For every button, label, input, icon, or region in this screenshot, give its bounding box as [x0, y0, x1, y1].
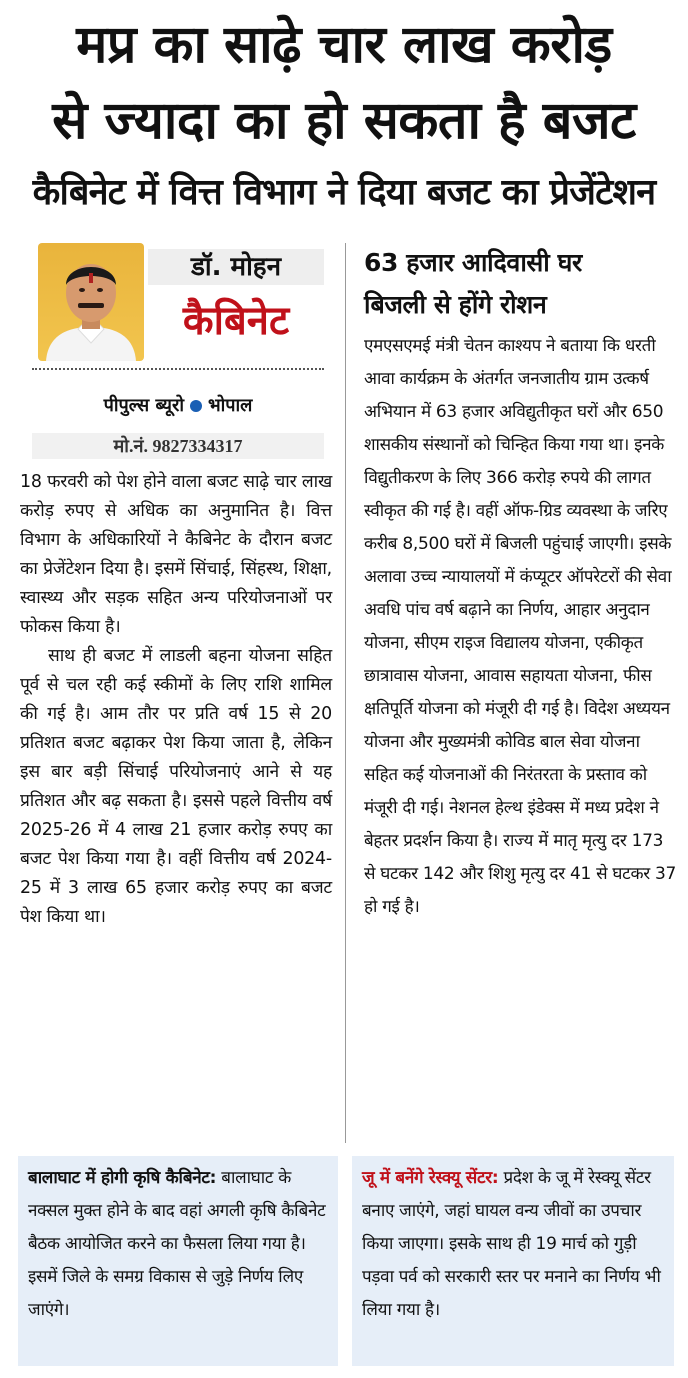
column-divider: [345, 243, 346, 1143]
left-paragraph-2: साथ ही बजट में लाडली बहना योजना सहित पूर्व से चल रही कई स्कीमों के लिए राशि शामिल की गई है। आम तौर पर प्रति वर्ष 15 से 20 प्रतिशत बजट बढ़ाकर पेश किया जाता है, लेकिन इस बार बड़ी सिंचाई परियोजनाएं आने से यह प्रतिशत और बढ़ सकता है। इससे पहले वित्तीय वर्ष 2025-26 में 4 लाख 21 हजार करोड़ रुपए का बजट पेश किया गया है। वहीं वित्तीय वर्ष 2024-25 में 3 लाख 65 हजार करोड़ रुपए का बजट पेश किया था।: [20, 646, 332, 927]
left-column-article: [20, 468, 332, 932]
balaghat-box: [18, 1156, 338, 1366]
rescue-center-body: प्रदेश के जू में रेस्क्यू सेंटर बनाए जाएंगे, जहां घायल वन्य जीवों का उपचार किया जाएगा। इसके साथ ही 19 मार्च को गुड़ी पड़वा पर्व को सरकारी स्तर पर मनाने का निर्णय भी लिया गया है।: [362, 1168, 661, 1320]
byline-city: भोपाल: [207, 395, 253, 416]
byline-bureau: पीपुल्स ब्यूरो: [103, 395, 184, 416]
cabinet-subtitle: कैबिनेट: [182, 298, 290, 344]
right-heading-line-2: बिजली से होंगे रोशन: [364, 290, 547, 319]
rescue-center-box: [352, 1156, 674, 1366]
right-column-body: एमएसएमई मंत्री चेतन काश्यप ने बताया कि धरती आवा कार्यक्रम के अंतर्गत जनजातीय ग्राम उत्कर्ष अभियान में 63 हजार अविद्युतीकृत घरों और 650 शासकीय संस्थानों को चिन्हित किया गया था। इनके विद्युतीकरण के लिए 366 करोड़ रुपये की लागत स्वीकृत की गई है। वहीं ऑफ-ग्रिड व्यवस्था के जरिए करीब 8,500 घरों में बिजली पहुंचाई जाएगी। इसके अलावा उच्च न्यायालयों में कंप्यूटर ऑपरेटरों की सेवा अवधि पांच वर्ष बढ़ाने का निर्णय, आहार अनुदान योजना, सीएम राइज विद्यालय योजना, एकीकृत छात्रावास योजना, आवास सहायता योजना, फीस क्षतिपूर्ति योजना को मंजूरी दी गई है। विदेश अध्ययन योजना और मुख्यमंत्री कोविड बाल सेवा योजना सहित कई योजनाओं की निरंतरता के प्रस्ताव को मंजूरी दी गई। नेशनल हेल्थ इंडेक्स में मध्य प्रदेश ने बेहतर प्रदर्शन किया है। राज्य में मातृ मृत्यु दर 173 से घटकर 142 और शिशु मृत्यु दर 41 से घटकर 37 हो गई है।: [364, 336, 676, 917]
balaghat-paragraph: [28, 1162, 328, 1327]
balaghat-lead: बालाघाट में होगी कृषि कैबिनेट:: [28, 1168, 217, 1188]
right-column-heading: [364, 242, 676, 326]
headline-line-2: से ज्यादा का हो सकता है बजट: [52, 91, 636, 151]
bullet-dot-icon: [190, 400, 202, 412]
balaghat-body: बालाघाट के नक्सल मुक्त होने के बाद वहां अगली कृषि कैबिनेट बैठक आयोजित करने का फैसला लिया गया है। इसमें जिले के समग्र विकास से जुड़े निर्णय लिए जाएंगे।: [28, 1168, 326, 1320]
dotted-divider: [32, 368, 324, 370]
rescue-center-paragraph: [362, 1162, 664, 1327]
right-heading-line-1: 63 हजार आदिवासी घर: [364, 248, 582, 277]
portrait-illustration: [38, 243, 144, 361]
right-column-article: [364, 330, 676, 924]
minister-portrait: [38, 243, 144, 361]
subheadline: कैबिनेट में वित्त विभाग ने दिया बजट का प्रेजेंटेशन: [32, 172, 656, 213]
cabinet-title: डॉ. मोहन: [148, 249, 324, 285]
byline: [32, 392, 324, 420]
headline-line-1: मप्र का साढ़े चार लाख करोड़: [76, 15, 612, 75]
cabinet-label-box: [38, 243, 324, 365]
left-paragraph-1: 18 फरवरी को पेश होने वाला बजट साढ़े चार लाख करोड़ रुपए से अधिक का अनुमानित है। वित्त विभाग के अधिकारियों ने कैबिनेट के दौरान बजट का प्रेजेंटेशन दिया है। इसमें सिंचाई, सिंहस्थ, शिक्षा, स्वास्थ्य और सड़क सहित अन्य परियोजनाओं पर फोकस किया है।: [20, 472, 332, 637]
byline-mobile: मो.नं. 9827334317: [32, 433, 324, 459]
rescue-center-lead: जू में बनेंगे रेस्क्यू सेंटर:: [362, 1168, 499, 1188]
